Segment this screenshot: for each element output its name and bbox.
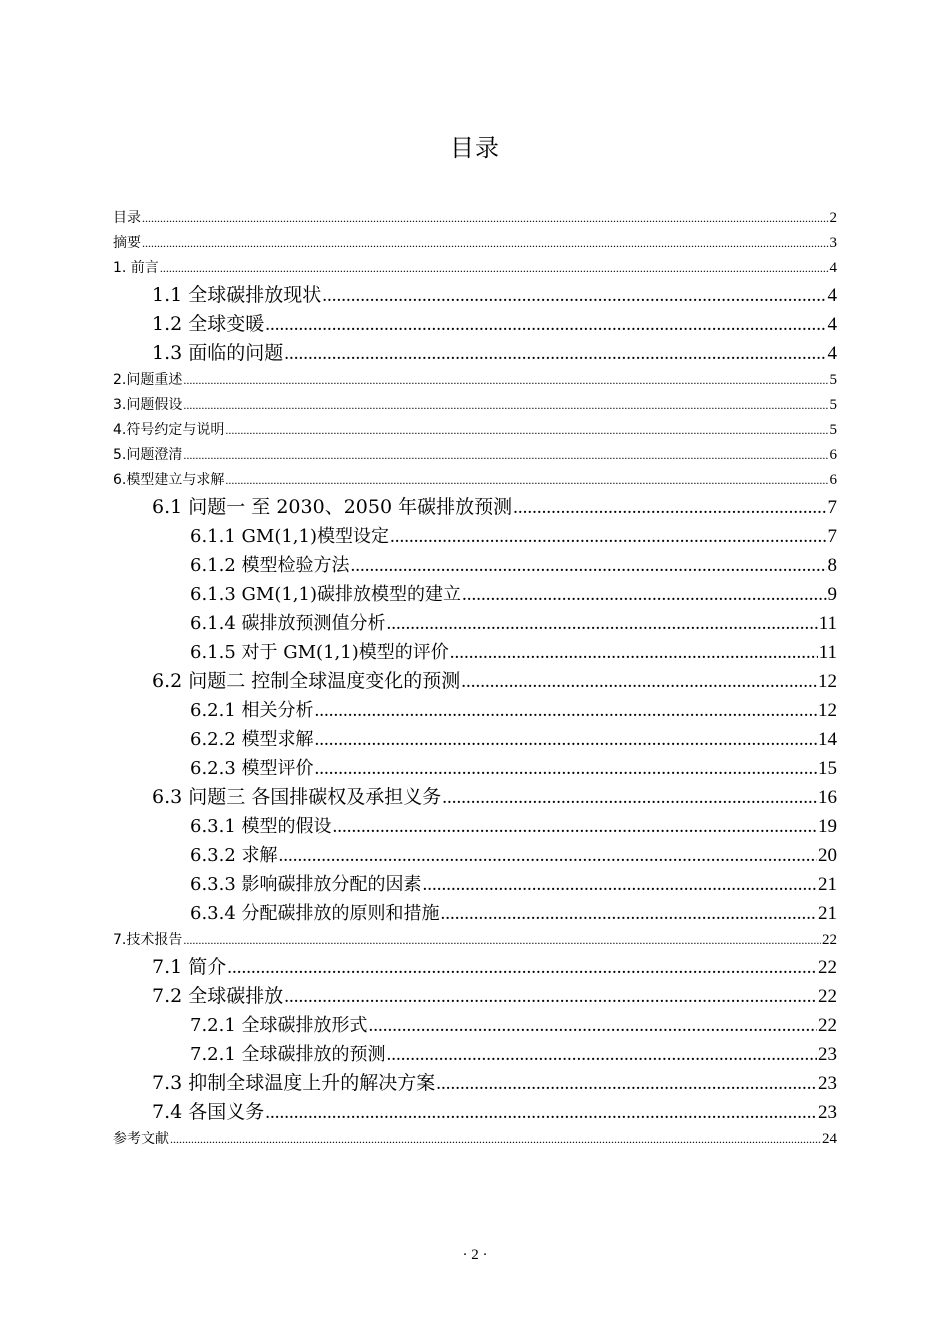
toc-entry-label: 6.2.3 模型评价 [190,758,314,779]
toc-entry[interactable] [113,206,837,231]
dot-leader [265,310,826,339]
toc-entry-label: 7.2.1 全球碳排放的预测 [190,1044,386,1065]
toc-entry-page: 5 [829,372,837,388]
toc-entry[interactable] [113,1098,837,1127]
toc-entry-page: 22 [818,957,837,978]
dot-leader [462,580,826,609]
dot-leader [183,443,828,468]
toc-entry-page: 8 [827,555,837,576]
dot-leader [227,953,817,982]
toc-entry-page: 24 [822,1131,837,1147]
toc-entry-page: 4 [827,314,837,335]
toc-entry[interactable] [113,339,837,368]
toc-entry-label: 6.1.1 GM(1,1)模型设定 [190,526,390,547]
dot-leader [441,899,817,928]
dot-leader [225,468,828,493]
dot-leader [183,368,828,393]
toc-entry-label: 目录 [113,210,141,226]
toc-entry-page: 4 [827,285,837,306]
toc-entry-label: 1.3 面临的问题 [152,342,284,364]
toc-entry[interactable] [113,1127,837,1152]
toc-entry-label: 摘要 [113,235,141,251]
toc-entry-label: 7.1 简介 [152,956,227,978]
toc-entry[interactable] [113,551,837,580]
toc-entry-page: 22 [822,932,837,948]
dot-leader [436,1069,817,1098]
dot-leader [333,812,817,841]
dot-leader [279,841,817,870]
toc-entry-page: 19 [818,816,837,837]
table-of-contents [113,206,837,1152]
toc-entry-label: 6.3.4 分配碳排放的原则和措施 [190,903,440,924]
dot-leader [315,754,817,783]
toc-entry-label: 6.2.2 模型求解 [190,729,314,750]
toc-entry[interactable] [113,725,837,754]
toc-entry-label: 4.符号约定与说明 [113,422,225,438]
page-number: · 2 · [462,1247,488,1263]
toc-entry-label: 6.1.2 模型检验方法 [190,555,350,576]
toc-entry-page: 12 [818,700,837,721]
toc-entry-page: 11 [818,642,837,663]
toc-entry-label: 6.3.2 求解 [190,845,278,866]
toc-entry[interactable] [113,493,837,522]
dot-leader [351,551,827,580]
dot-leader [387,1040,817,1069]
toc-entry[interactable] [113,443,837,468]
toc-entry-label: 1.1 全球碳排放现状 [152,284,322,306]
dot-leader [315,725,817,754]
dot-leader [284,339,826,368]
toc-entry[interactable] [113,231,837,256]
toc-entry-page: 2 [829,210,837,226]
toc-entry-label: 6.2.1 相关分析 [190,700,314,721]
toc-entry-label: 3.问题假设 [113,397,183,413]
toc-entry-page: 5 [829,397,837,413]
toc-entry-label: 参考文献 [113,1131,169,1147]
dot-leader [387,609,818,638]
toc-entry-page: 14 [818,729,837,750]
toc-entry-label: 7.技术报告 [113,932,183,948]
toc-entry-label: 6.3.3 影响碳排放分配的因素 [190,874,422,895]
toc-entry[interactable] [113,468,837,493]
dot-leader [183,393,828,418]
toc-entry[interactable] [113,368,837,393]
dot-leader [315,696,817,725]
toc-entry-page: 7 [827,497,837,518]
toc-entry-label: 6.3.1 模型的假设 [190,816,332,837]
dot-leader [450,638,818,667]
dot-leader [442,783,817,812]
toc-entry-label: 7.2.1 全球碳排放形式 [190,1015,368,1036]
toc-entry-page: 4 [829,260,837,276]
toc-entry-page: 7 [827,526,837,547]
toc-entry[interactable] [113,609,837,638]
toc-entry[interactable] [113,1069,837,1098]
toc-entry-label: 1.2 全球变暖 [152,313,265,335]
toc-entry[interactable] [113,580,837,609]
toc-entry[interactable] [113,310,837,339]
dot-leader [265,1098,817,1127]
toc-entry-label: 5.问题澄清 [113,447,183,463]
toc-entry[interactable] [113,1011,837,1040]
toc-entry-page: 22 [818,1015,837,1036]
toc-entry-page: 11 [818,613,837,634]
toc-title: 目录 [450,134,500,162]
dot-leader [513,493,826,522]
dot-leader [142,206,829,231]
toc-entry-page: 5 [829,422,837,438]
toc-entry-page: 15 [818,758,837,779]
toc-entry[interactable] [113,696,837,725]
dot-leader [170,1127,821,1152]
dot-leader [183,928,821,953]
toc-entry-page: 12 [818,671,837,692]
dot-leader [461,667,817,696]
toc-entry[interactable] [113,812,837,841]
dot-leader [225,418,828,443]
toc-entry[interactable] [113,667,837,696]
toc-entry-label: 7.3 抑制全球温度上升的解决方案 [152,1072,436,1094]
toc-entry-page: 23 [818,1073,837,1094]
toc-entry-label: 1. 前言 [113,260,159,276]
toc-entry-page: 3 [829,235,837,251]
toc-entry-page: 9 [827,584,837,605]
dot-leader [423,870,817,899]
toc-entry[interactable] [113,783,837,812]
toc-entry[interactable] [113,754,837,783]
toc-entry-label: 6.3 问题三 各国排碳权及承担义务 [152,786,442,808]
toc-entry-page: 21 [818,903,837,924]
toc-entry-label: 7.4 各国义务 [152,1101,265,1123]
toc-entry[interactable] [113,1040,837,1069]
dot-leader [284,982,817,1011]
toc-entry-page: 20 [818,845,837,866]
toc-entry-label: 6.1.5 对于 GM(1,1)模型的评价 [190,642,449,663]
toc-entry[interactable] [113,953,837,982]
toc-entry-page: 21 [818,874,837,895]
toc-entry-label: 6.1.4 碳排放预测值分析 [190,613,386,634]
dot-leader [322,281,826,310]
toc-entry-page: 22 [818,986,837,1007]
toc-entry-page: 4 [827,343,837,364]
dot-leader [160,256,829,281]
dot-leader [142,231,829,256]
toc-entry[interactable] [113,899,837,928]
toc-entry-label: 7.2 全球碳排放 [152,985,284,1007]
toc-entry-label: 6.1 问题一 至 2030、2050 年碳排放预测 [152,496,513,518]
toc-entry-page: 6 [829,447,837,463]
toc-entry[interactable] [113,982,837,1011]
toc-entry[interactable] [113,638,837,667]
toc-entry[interactable] [113,870,837,899]
toc-entry-label: 6.2 问题二 控制全球温度变化的预测 [152,670,461,692]
toc-entry-label: 2.问题重述 [113,372,183,388]
toc-entry-label: 6.模型建立与求解 [113,472,225,488]
toc-entry[interactable] [113,928,837,953]
toc-entry[interactable] [113,393,837,418]
toc-entry-page: 16 [818,787,837,808]
toc-entry-label: 6.1.3 GM(1,1)碳排放模型的建立 [190,584,462,605]
dot-leader [369,1011,817,1040]
toc-entry[interactable] [113,841,837,870]
toc-entry[interactable] [113,418,837,443]
toc-entry-page: 23 [818,1102,837,1123]
toc-entry[interactable] [113,522,837,551]
toc-entry-page: 6 [829,472,837,488]
toc-entry[interactable] [113,281,837,310]
toc-entry-page: 23 [818,1044,837,1065]
dot-leader [390,522,826,551]
toc-entry[interactable] [113,256,837,281]
